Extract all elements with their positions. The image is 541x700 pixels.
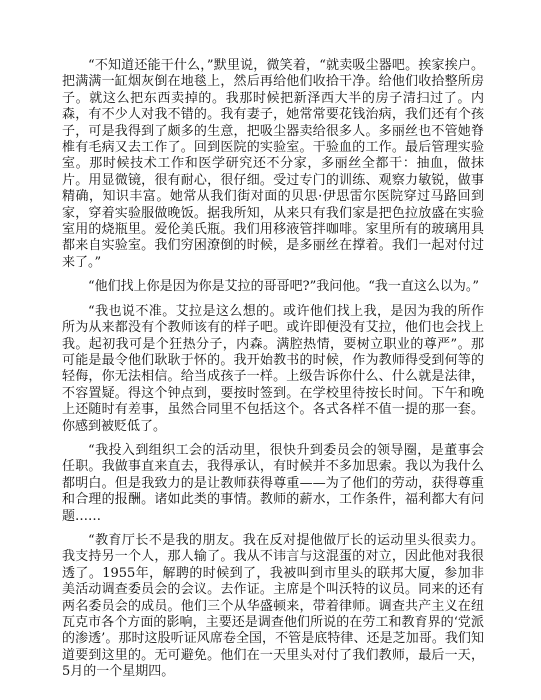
paragraph-4: “我投入到组织工会的活动里，很快升到委员会的领导圈，是董事会任职。我做事直来直去，我得承认，有时候并不多加思索。我以为我什么都明白。但是我致力的是让教师获得尊重——为了他们的劳动，获得尊重和合理的报酬。诸如此类的事情。教师的薪水，工作条件，福利都大有问题…… <box>62 442 484 524</box>
paragraph-1: “不知道还能干什么，”默里说，微笑着，“就卖吸尘器吧。挨家挨户。把满满一缸烟灰倒在地毯上，然后再给他们收拾干净。给他们收拾整所房子。就这么把东西卖掉的。我那时候把新泽西大半的房子清扫过了。内森，有不少人对我不错的。我有妻子，她常常要花钱治病，我们还有个孩子，可是我得到了颇多的生意，把吸尘器卖给很多人。多丽丝也不管她脊椎有毛病又去工作了。回到医院的实验室。干验血的工作。最后管理实验室。那时候技术工作和医学研究还不分家，多丽丝全都干：抽血，做抹片。用显微镜，很有耐心，很仔细。受过专门的训练、观察力敏锐，做事精确，知识丰富。她常从我们街对面的贝思·伊思雷尔医院穿过马路回到家，穿着实验服做晚饭。据我所知，从来只有我们家是把色拉放盛在实验室用的烧瓶里。爱伦美氏瓶。我们用移液管拌咖啡。家里所有的玻璃用具都来自实验室。我们穷困潦倒的时候，是多丽丝在撑着。我们一起对付过来了。” <box>62 58 484 270</box>
paragraph-2: “他们找上你是因为你是艾拉的哥哥吧?”我问他。“我一直这么以为。” <box>88 279 480 295</box>
paragraph-5: “教育厅长不是我的朋友。我在反对提他做厅长的运动里头很卖力。我支持另一个人，那人输了。我从不讳言与这混蛋的对立，因此他对我很透了。1955年，解聘的时候到了，我被叫到市里头的联邦大厦，参加非美活动调查委员会的会议。去作证。主席是个叫沃特的议员。同来的还有两名委员会的成员。他们三个从华盛顿来，带着律师。调查共产主义在纽瓦克市各个方面的影响，主要还是调查他们所说的在劳工和教育界的‘党派的渗透’。那时这股听证风席卷全国，不管是底特律、还是芝加哥。我们知道要到这里的。无可避免。他们在一天里头对付了我们教师，最后一天，5月的一个星期四。 <box>62 532 484 680</box>
document-page <box>62 58 484 689</box>
paragraph-3: “我也说不准。艾拉是这么想的。或许他们找上我，是因为我的所作所为从来都没有个教师该有的样子吧。或许即便没有艾拉，他们也会找上我。起初我可是个狂热分子，内森。满腔热情，要树立职业的尊严”。那可能是最令他们耿耿于怀的。我开始教书的时候，作为教师得受到何等的轻侮，你无法相信。给当成孩子一样。上级告诉你什么、什么就是法律，不容置疑。得这个钟点到，要按时签到。在学校里待按长时间。下午和晚上还随时有差事，虽然合同里不包括这个。各式各样不值一提的那一套。你感到被贬低了。 <box>62 303 484 434</box>
